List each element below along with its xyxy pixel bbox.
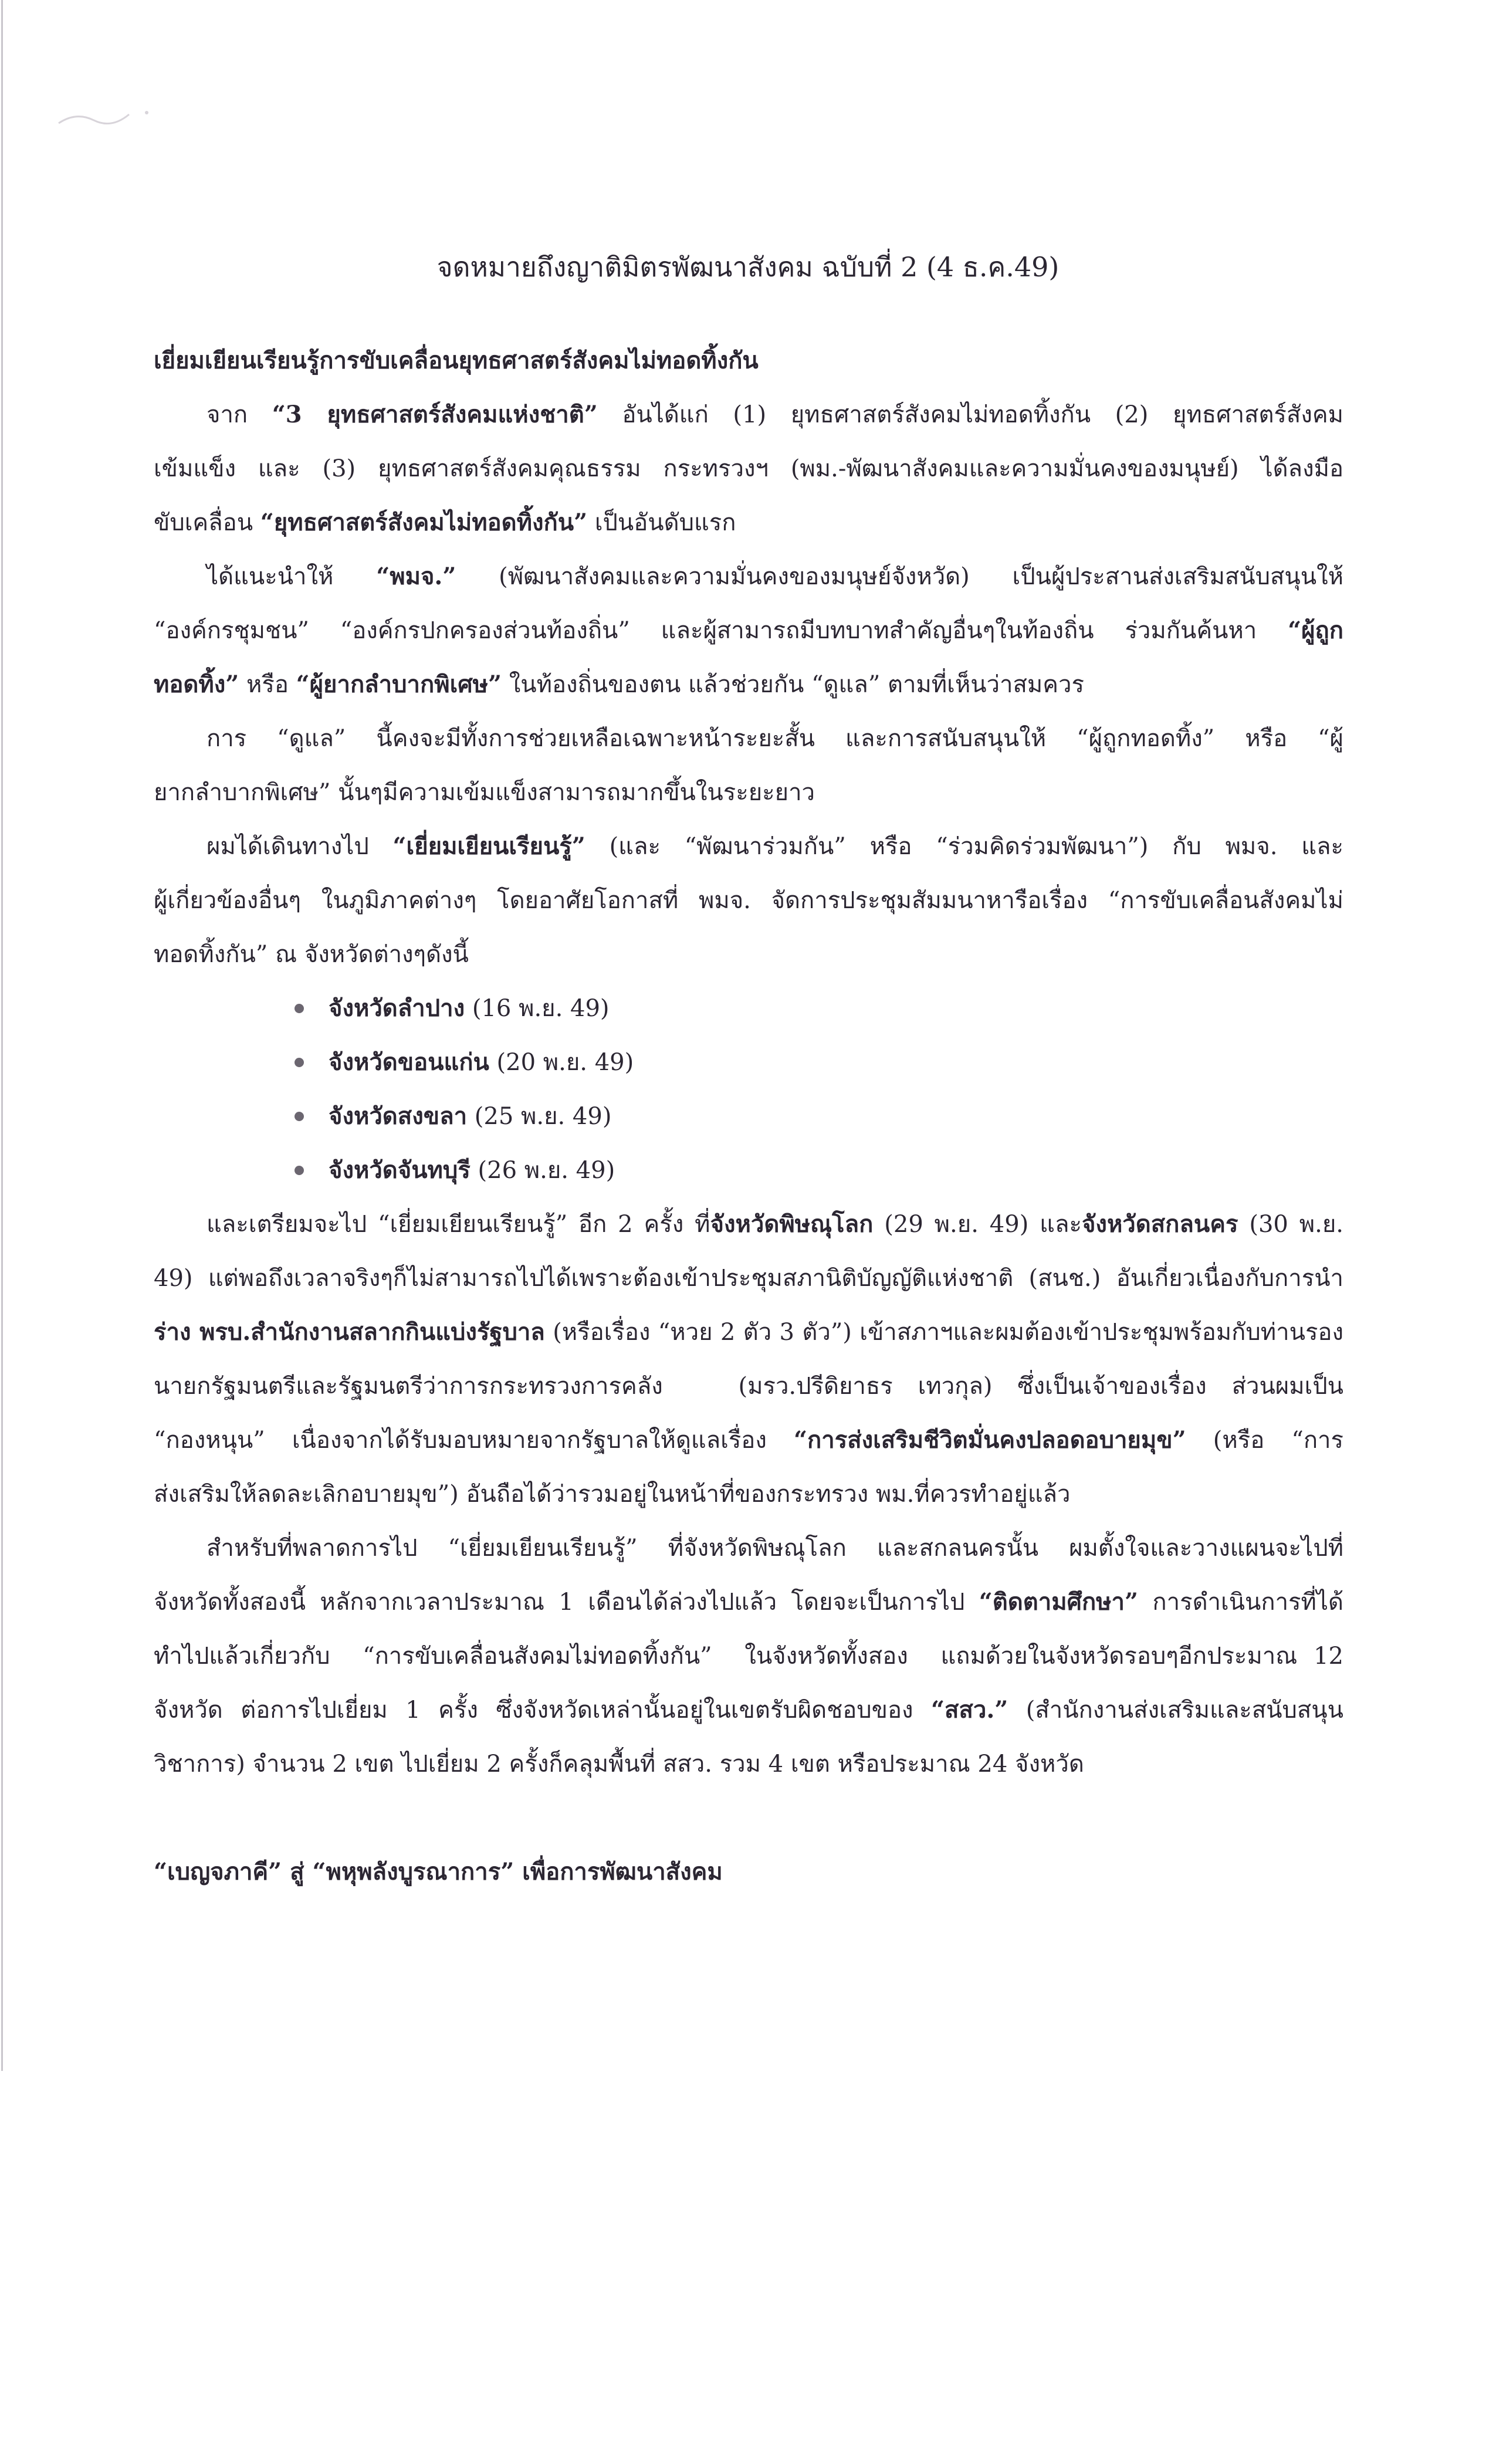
- visit-province: จังหวัดขอนแก่น: [329, 1048, 489, 1076]
- section-heading: เยี่ยมเยียนเรียนรู้การขับเคลื่อนยุทธศาสตร์สังคมไม่ทอดทิ้งกัน: [154, 347, 759, 374]
- text-run: ทอดทิ้งกัน” ณ จังหวัดต่างๆดังนี้: [154, 941, 469, 968]
- text-run: (สำนักงานส่งเสริมและสนับสนุน: [1008, 1697, 1343, 1724]
- visit-date: (20 พ.ย. 49): [496, 1049, 634, 1076]
- text-run: ในท้องถิ่นของตน แล้วช่วยกัน “ดูแล” ตามที่เห็นว่าสมควร: [502, 671, 1084, 698]
- paragraph: [154, 388, 1343, 550]
- paragraph-line: [154, 1305, 1343, 1359]
- paragraph-line: [154, 712, 1343, 766]
- text-run: จังหวัด ต่อการไปเยี่ยม 1 ครั้ง ซึ่งจังหวัดเหล่านั้นอยู่ในเขตรับผิดชอบของ: [154, 1697, 932, 1724]
- text-run: (หรือเรื่อง “หวย 2 ตัว 3 ตัว”) เข้าสภาฯและผมต้องเข้าประชุมพร้อมกับท่านรอง: [544, 1319, 1343, 1346]
- emphasized-text: “เยี่ยมเยียนเรียนรู้”: [392, 832, 585, 860]
- visit-province: จังหวัดจันทบุรี: [329, 1156, 471, 1184]
- text-run: อันได้แก่ (1) ยุทธศาสตร์สังคมไม่ทอดทิ้งกัน (2) ยุทธศาสตร์สังคม: [597, 401, 1343, 428]
- paragraph-line: [154, 550, 1343, 604]
- text-run: เป็นอันดับแรก: [587, 509, 736, 536]
- text-run: 49) แต่พอถึงเวลาจริงๆก็ไม่สามารถไปได้เพราะต้องเข้าประชุมสภานิติบัญญัติแห่งชาติ (สนช.) อันเกี่ยวเนื่องกับการนำ: [154, 1265, 1343, 1292]
- bullet-icon: [295, 1058, 304, 1067]
- paragraph: [154, 712, 1343, 820]
- visit-item: [154, 981, 1343, 1035]
- paragraph-line: [154, 496, 1343, 550]
- letter-title: จดหมายถึงญาติมิตรพัฒนาสังคม ฉบับที่ 2 (4 ธ.ค.49): [436, 251, 1060, 283]
- text-run: ได้แนะนำให้: [207, 563, 377, 590]
- visit-item: [154, 1143, 1343, 1197]
- bullet-icon: [295, 1166, 304, 1175]
- visit-item: [154, 1089, 1343, 1143]
- text-run: สำหรับที่พลาดการไป “เยี่ยมเยียนเรียนรู้” ที่จังหวัดพิษณุโลก และสกลนครนั้น ผมตั้งใจและวางแผนจะไปที่: [207, 1535, 1343, 1562]
- paragraph-line: [154, 874, 1343, 928]
- text-run: การ “ดูแล” นี้คงจะมีทั้งการช่วยเหลือเฉพาะหน้าระยะสั้น และการสนับสนุนให้ “ผู้ถูกทอดทิ้ง” หรือ “ผู้: [207, 725, 1343, 752]
- visit-date: (16 พ.ย. 49): [472, 995, 610, 1022]
- paragraph-line: [154, 1251, 1343, 1305]
- letter-body: [154, 334, 1343, 1899]
- text-run: ยากลำบากพิเศษ” นั้นๆมีความเข้มแข็งสามารถมากขึ้นในระยะยาว: [154, 779, 815, 806]
- text-run: “องค์กรชุมชน” “องค์กรปกครองส่วนท้องถิ่น” และผู้สามารถมีบทบาทสำคัญอื่นๆในท้องถิ่น ร่วมกันค้นหา: [154, 617, 1288, 644]
- emphasized-text: “ผู้ถูก: [1288, 617, 1343, 644]
- text-run: เข้มแข็ง และ (3) ยุทธศาสตร์สังคมคุณธรรม กระทรวงฯ (พม.-พัฒนาสังคมและความมั่นคงของมนุษย์) ได้ลงมือ: [154, 455, 1343, 482]
- text-run: (พัฒนาสังคมและความมั่นคงของมนุษย์จังหวัด) เป็นผู้ประสานส่งเสริมสนับสนุนให้: [456, 563, 1344, 590]
- paragraph-line: [154, 1467, 1343, 1521]
- visit-province: จังหวัดลำปาง: [329, 994, 465, 1022]
- emphasized-text: ทอดทิ้ง”: [154, 671, 239, 698]
- emphasized-text: จังหวัดพิษณุโลก: [710, 1210, 874, 1238]
- visit-date: (26 พ.ย. 49): [478, 1157, 615, 1184]
- emphasized-text: “ยุทธศาสตร์สังคมไม่ทอดทิ้งกัน”: [260, 509, 588, 536]
- paragraph-line: [154, 766, 1343, 820]
- text-run: (และ “พัฒนาร่วมกัน” หรือ “ร่วมคิดร่วมพัฒนา”) กับ พมจ. และ: [585, 833, 1344, 860]
- paragraph-line: [154, 1359, 1343, 1413]
- text-run: ผมได้เดินทางไป: [207, 833, 393, 860]
- text-run: และเตรียมจะไป “เยี่ยมเยียนเรียนรู้” อีก 2 ครั้ง ที่: [207, 1211, 710, 1238]
- emphasized-text: “พมจ.”: [376, 563, 456, 590]
- scan-page-edge: [1, 0, 3, 2071]
- paragraph-line: [154, 1413, 1343, 1467]
- emphasized-text: “ผู้ยากลำบากพิเศษ”: [296, 671, 502, 698]
- paragraph-line: [154, 604, 1343, 658]
- visit-item: [154, 1035, 1343, 1089]
- text-run: ผู้เกี่ยวข้องอื่นๆ ในภูมิภาคต่างๆ โดยอาศัยโอกาสที่ พมจ. จัดการประชุมสัมมนาหารือเรื่อง “การขับเคลื่อนสังคมไม่: [154, 887, 1343, 914]
- bullet-icon: [295, 1004, 304, 1013]
- paragraph: [154, 1521, 1343, 1791]
- emphasized-text: “สสว.”: [931, 1696, 1008, 1724]
- text-run: นายกรัฐมนตรีและรัฐมนตรีว่าการกระทรวงการคลัง (มรว.ปรีดิยาธร เทวกุล) ซึ่งเป็นเจ้าของเรื่อง ส่วนผมเป็น: [154, 1373, 1343, 1400]
- emphasized-text: จังหวัดสกลนคร: [1081, 1210, 1238, 1238]
- paragraph-line: [154, 1629, 1343, 1683]
- emphasized-text: ร่าง พรบ.สำนักงานสลากกินแบ่งรัฐบาล: [154, 1318, 545, 1346]
- visit-date: (25 พ.ย. 49): [474, 1103, 612, 1130]
- visit-list: [154, 981, 1343, 1197]
- paragraph-line: [154, 658, 1343, 712]
- text-run: “กองหนุน” เนื่องจากได้รับมอบหมายจากรัฐบาลให้ดูแลเรื่อง: [154, 1427, 794, 1454]
- text-run: การดำเนินการที่ได้: [1138, 1589, 1343, 1616]
- paragraph-line: [154, 1521, 1343, 1575]
- paragraph-line: [154, 820, 1343, 874]
- text-run: จังหวัดทั้งสองนี้ หลักจากเวลาประมาณ 1 เดือนได้ล่วงไปแล้ว โดยจะเป็นการไป: [154, 1589, 979, 1616]
- bullet-icon: [295, 1112, 304, 1121]
- text-run: (หรือ “การ: [1186, 1427, 1343, 1454]
- paragraph-line: [154, 928, 1343, 981]
- paragraphs-before-list: [154, 388, 1343, 981]
- paragraph-line: [154, 442, 1343, 496]
- scan-smudge-mark: [53, 100, 170, 135]
- paragraph: [154, 820, 1343, 981]
- emphasized-text: “ติดตามศึกษา”: [979, 1588, 1139, 1616]
- text-run: ขับเคลื่อน: [154, 509, 260, 536]
- text-run: ส่งเสริมให้ลดละเลิกอบายมุข”) อันถือได้ว่ารวมอยู่ในหน้าที่ของกระทรวง พม.ที่ควรทำอยู่แล้ว: [154, 1481, 1071, 1508]
- paragraph-line: [154, 1683, 1343, 1737]
- text-run: หรือ: [239, 671, 296, 698]
- paragraph-line: [154, 1575, 1343, 1629]
- paragraph-line: [154, 388, 1343, 442]
- emphasized-text: “การส่งเสริมชีวิตมั่นคงปลอดอบายมุข”: [794, 1426, 1186, 1454]
- paragraph: [154, 550, 1343, 712]
- spacer: [154, 1791, 1343, 1845]
- paragraph: [154, 1197, 1343, 1521]
- paragraphs-after-list: [154, 1197, 1343, 1791]
- paragraph-line: [154, 1737, 1343, 1791]
- text-run: ทำไปแล้วเกี่ยวกับ “การขับเคลื่อนสังคมไม่ทอดทิ้งกัน” ในจังหวัดทั้งสอง แถมด้วยในจังหวัดรอบๆอีกประมาณ 12: [154, 1643, 1343, 1670]
- text-run: วิชาการ) จำนวน 2 เขต ไปเยี่ยม 2 ครั้งก็คลุมพื้นที่ สสว. รวม 4 เขต หรือประมาณ 24 จังหวัด: [154, 1751, 1084, 1778]
- text-run: จาก: [207, 401, 272, 428]
- visit-province: จังหวัดสงขลา: [329, 1102, 468, 1130]
- closing-heading: “เบญจภาคี” สู่ “พหุพลังบูรณาการ” เพื่อการพัฒนาสังคม: [154, 1858, 723, 1886]
- text-run: (30 พ.ย.: [1238, 1211, 1343, 1238]
- text-run: (29 พ.ย. 49) และ: [873, 1211, 1082, 1238]
- paragraph-line: [154, 1197, 1343, 1251]
- emphasized-text: “3 ยุทธศาสตร์สังคมแห่งชาติ”: [272, 401, 598, 428]
